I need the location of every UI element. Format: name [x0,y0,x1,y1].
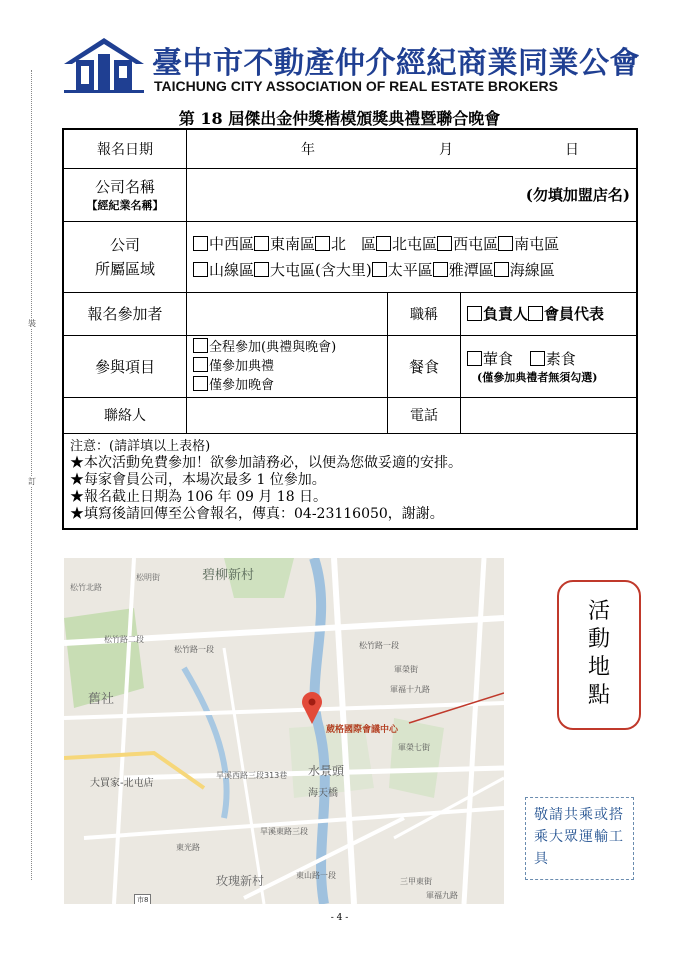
date-year-label: 年 [301,141,315,158]
checkbox[interactable] [372,262,387,277]
association-logo-icon [64,36,144,94]
company-sublabel: 【經紀業名稱】 [86,199,164,212]
notice-row [63,433,637,529]
district-option[interactable]: 海線區 [494,261,555,279]
contact-label: 聯絡人 [63,397,187,433]
checkbox[interactable] [193,376,208,391]
notice-item: ★每家會員公司，本場次最多 1 位參加。 [70,472,326,489]
checkbox[interactable] [376,236,391,251]
checkbox[interactable] [528,306,543,321]
meal-option[interactable]: 素食 [530,350,576,368]
map-label: 松竹路一段 [174,645,214,654]
binding-line [31,70,32,880]
district-option[interactable]: 南屯區 [498,235,559,253]
checkbox[interactable] [193,357,208,372]
location-map[interactable] [64,558,504,904]
attendee-label: 報名參加者 [63,292,187,335]
district-options-row-2 [193,257,630,283]
attendee-field[interactable] [187,292,388,335]
map-label: 松竹北路 [70,583,102,592]
checkbox[interactable] [254,236,269,251]
map-label: 軍福九路 [426,891,458,900]
date-field[interactable] [187,129,638,168]
checkbox[interactable] [193,338,208,353]
district-options-row-1 [193,231,630,257]
phone-field[interactable] [461,397,638,433]
map-label: 松明街 [136,573,160,582]
district-option[interactable]: 雅潭區 [433,261,494,279]
district-label-cell [63,221,187,292]
binding-mark-2: 訂 [28,477,36,486]
district-option[interactable]: 北屯區 [376,235,437,253]
page-number: - 4 - [330,913,349,923]
company-label: 公司名稱 [94,178,155,196]
map-label: 玫瑰新村 [216,874,265,888]
district-option[interactable]: 北 區 [315,235,376,253]
checkbox[interactable] [193,262,208,277]
checkbox[interactable] [315,236,330,251]
checkbox[interactable] [498,236,513,251]
map-label: 海天橋 [308,788,338,799]
transport-note [525,797,634,880]
participation-row [63,335,637,397]
participation-option[interactable]: 僅參加典禮 [193,357,381,376]
notice-title: 注意：(請詳填以上表格) [70,439,211,455]
date-row [63,129,637,168]
map-label: 東山路一段 [296,871,336,880]
position-label: 職稱 [388,292,461,335]
checkbox[interactable] [530,351,545,366]
position-option[interactable]: 負責人 [467,305,528,323]
checkbox[interactable] [494,262,509,277]
org-name-zh: 臺中市不動產仲介經紀商業同業公會 [152,46,640,81]
company-name-field[interactable] [187,168,638,221]
position-option[interactable]: 會員代表 [528,305,604,323]
route-sign: 市8 [134,894,151,904]
district-option[interactable]: 東南區 [254,235,315,253]
notice-item: ★本次活動免費參加！欲參加請務必，以便為您做妥適的安排。 [70,455,462,472]
company-note: (勿填加盟店名) [525,186,630,204]
date-month-label: 月 [439,141,453,158]
notice-cell [63,433,637,529]
map-label: 碧柳新村 [202,568,255,583]
meal-option[interactable]: 葷食 [467,350,513,368]
checkbox[interactable] [254,262,269,277]
map-label: 軍榮街 [394,665,418,674]
checkbox[interactable] [193,236,208,251]
map-label: 松竹路一段 [359,641,399,650]
participation-option[interactable]: 僅參加晚會 [193,376,381,395]
checkbox[interactable] [467,306,482,321]
position-options [461,292,638,335]
district-label-1: 公司 [109,235,140,254]
district-options [187,221,638,292]
map-graphic [64,558,504,904]
attendee-row [63,292,637,335]
map-label: 旱溪西路三段313巷 [216,771,288,780]
event-title: 第 18 屆傑出金仲獎楷模頒獎典禮暨聯合晚會 [178,109,501,128]
map-label: 舊社 [88,692,115,707]
binding-mark-1: 裝 [28,319,36,328]
notice-item: ★報名截止日期為 106 年 09 月 18 日。 [70,489,328,506]
district-option[interactable]: 中西區 [193,235,254,253]
map-label: 軍榮七街 [398,743,430,752]
meal-note: (僅參加典禮者無須勾選) [477,370,598,384]
registration-form [62,128,638,530]
district-option[interactable]: 西屯區 [437,235,498,253]
callout-text: 活 動 地 點 [587,599,610,708]
venue-label[interactable]: 葳格國際會議中心 [326,725,399,735]
transport-text: 敬請共乘或搭乘大眾運輸工具 [534,807,624,867]
date-label: 報名日期 [63,129,187,168]
map-label: 大買家-北屯店 [90,778,154,789]
meal-label: 餐食 [388,335,461,397]
district-label-2: 所屬區域 [94,259,155,278]
map-label: 三甲東街 [400,877,432,886]
checkbox[interactable] [433,262,448,277]
company-row [63,168,637,221]
map-label: 松竹路二段 [104,635,144,644]
district-row [63,221,637,292]
org-name-en: TAICHUNG CITY ASSOCIATION OF REAL ESTATE BROKERS [154,78,558,94]
district-option[interactable]: 太平區 [372,261,433,279]
contact-row [63,397,637,433]
district-option[interactable]: 山線區 [193,261,254,279]
checkbox[interactable] [437,236,452,251]
map-label: 軍福十九路 [390,685,430,694]
map-label: 水景頭 [308,764,345,778]
district-option[interactable]: 大屯區(含大里) [254,261,372,279]
map-label: 旱溪東路三段 [260,827,308,836]
header [64,36,640,96]
phone-label: 電話 [388,397,461,433]
company-label-cell [63,168,187,221]
participation-label: 參與項目 [63,335,187,397]
participation-option[interactable]: 全程參加(典禮與晚會) [193,338,381,357]
date-day-label: 日 [565,141,579,158]
contact-field[interactable] [187,397,388,433]
participation-options [187,335,388,397]
notice-item: ★填寫後請回傳至公會報名，傳真：04-23116050，謝謝。 [70,506,444,523]
venue-callout [557,580,641,730]
map-label: 東光路 [176,843,200,852]
checkbox[interactable] [467,351,482,366]
meal-options [461,335,638,397]
